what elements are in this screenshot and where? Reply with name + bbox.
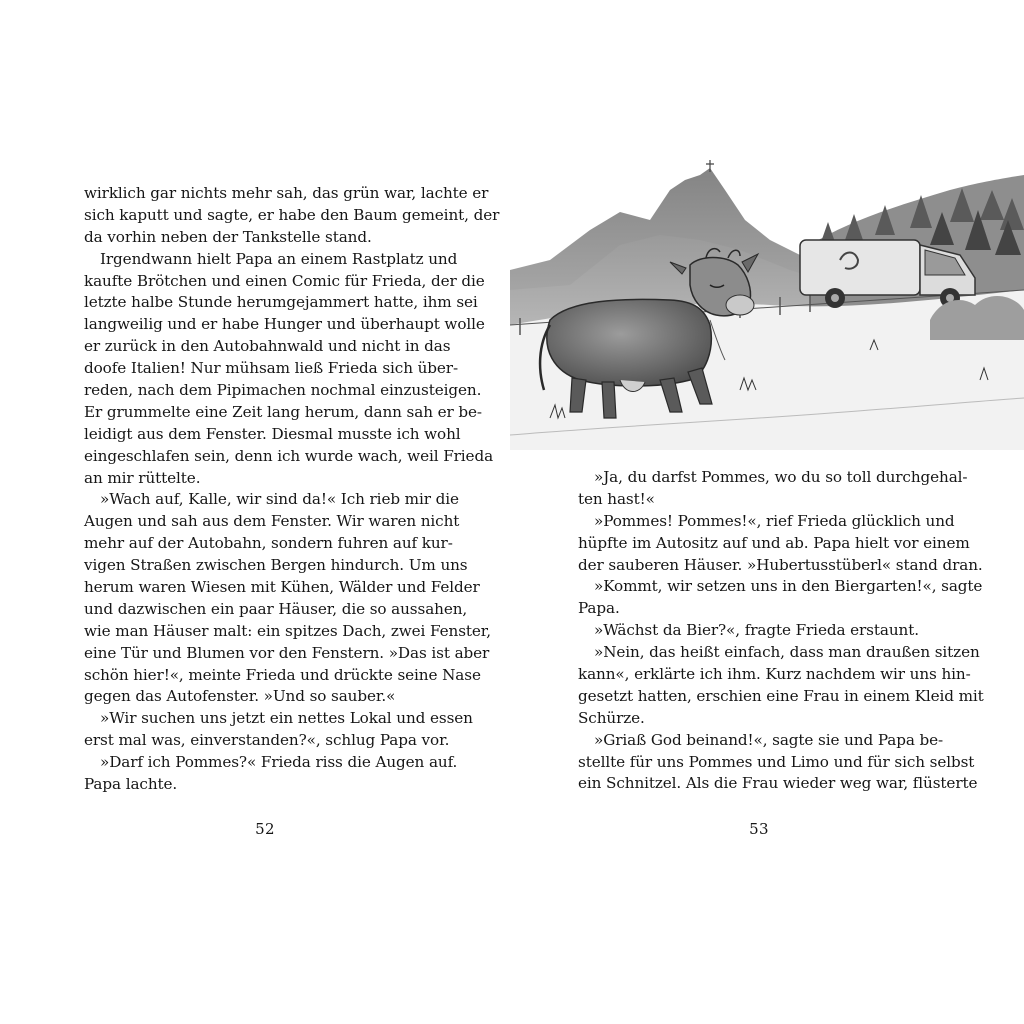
text-line: und dazwischen ein paar Häuser, die so aussahen, [84, 599, 468, 618]
text-line: wie man Häuser malt: ein spitzes Dach, zwei Fenster, [84, 621, 492, 640]
left-page-text [84, 183, 500, 796]
right-page-text [578, 467, 984, 795]
text-line: stellte für uns Pommes und Limo und für sich selbst [578, 752, 975, 771]
text-line: Papa lachte. [84, 775, 178, 794]
text-line: kaufte Brötchen und einen Comic für Frieda, der die [84, 271, 485, 290]
text-line: schön hier!«, meinte Frieda und drückte seine Nase [84, 665, 481, 684]
text-line: gesetzt hatten, erschien eine Frau in einem Kleid mit [578, 686, 984, 705]
text-line: ten hast!« [578, 489, 655, 508]
text-line: »Nein, das heißt einfach, dass man draußen sitzen [594, 643, 980, 662]
text-line: vigen Straßen zwischen Bergen hindurch. Um uns [84, 556, 468, 575]
text-line: »Kommt, wir setzen uns in den Biergarten!«, sagte [594, 577, 983, 596]
text-line: »Darf ich Pommes?« Frieda riss die Augen auf. [100, 753, 458, 772]
text-line: doofe Italien! Nur mühsam ließ Frieda sich über- [84, 359, 458, 378]
text-line: eine Tür und Blumen vor den Fenstern. »Das ist aber [84, 643, 490, 662]
text-line: sich kaputt und sagte, er habe den Baum gemeint, der [84, 205, 500, 224]
text-line: an mir rüttelte. [84, 468, 201, 487]
text-line: ein Schnitzel. Als die Frau wieder weg war, flüsterte [578, 774, 978, 793]
text-line: Schürze. [578, 708, 645, 727]
text-line: »Wächst da Bier?«, fragte Frieda erstaunt. [594, 621, 919, 640]
text-line: Papa. [578, 599, 620, 618]
text-line: »Pommes! Pommes!«, rief Frieda glücklich und [594, 511, 955, 530]
text-line: langweilig und er habe Hunger und überhaupt wolle [84, 315, 485, 334]
page-number-right: 53 [749, 820, 769, 838]
text-line: erst mal was, einverstanden?«, schlug Papa vor. [84, 731, 450, 750]
text-line: er zurück in den Autobahnwald und nicht in das [84, 337, 451, 356]
text-line: Irgendwann hielt Papa an einem Rastplatz und [100, 249, 458, 268]
cow-landscape-illustration [510, 150, 1024, 450]
text-line: gegen das Autofenster. »Und so sauber.« [84, 687, 396, 706]
page-number-left: 52 [255, 820, 275, 838]
text-line: Augen und sah aus dem Fenster. Wir waren nicht [84, 512, 460, 531]
text-line: wirklich gar nichts mehr sah, das grün war, lachte er [84, 184, 489, 202]
text-line: »Wach auf, Kalle, wir sind da!« Ich rieb mir die [100, 490, 459, 509]
text-line: »Ja, du darfst Pommes, wo du so toll durchgehal- [594, 468, 968, 486]
text-line: leidigt aus dem Fenster. Diesmal musste ich wohl [84, 424, 461, 443]
text-line: da vorhin neben der Tankstelle stand. [84, 227, 372, 246]
text-line: reden, nach dem Pipimachen nochmal einzusteigen. [84, 381, 482, 400]
text-line: eingeschlafen sein, denn ich wurde wach, weil Frieda [84, 446, 494, 465]
text-line: »Griaß God beinand!«, sagte sie und Papa be- [594, 730, 944, 749]
text-line: kann«, erklärte ich ihm. Kurz nachdem wir uns hin- [578, 665, 971, 684]
text-line: »Wir suchen uns jetzt ein nettes Lokal und essen [100, 709, 473, 728]
text-line: hüpfte im Autositz auf und ab. Papa hielt vor einem [578, 533, 970, 552]
text-line: herum waren Wiesen mit Kühen, Wälder und Felder [84, 578, 480, 597]
text-line: mehr auf der Autobahn, sondern fuhren auf kur- [84, 534, 453, 553]
text-line: Er grummelte eine Zeit lang herum, dann sah er be- [84, 402, 482, 421]
text-line: der sauberen Häuser. »Hubertusstüberl« stand dran. [578, 555, 983, 574]
text-line: letzte halbe Stunde herumgejammert hatte, ihm sei [84, 293, 478, 312]
